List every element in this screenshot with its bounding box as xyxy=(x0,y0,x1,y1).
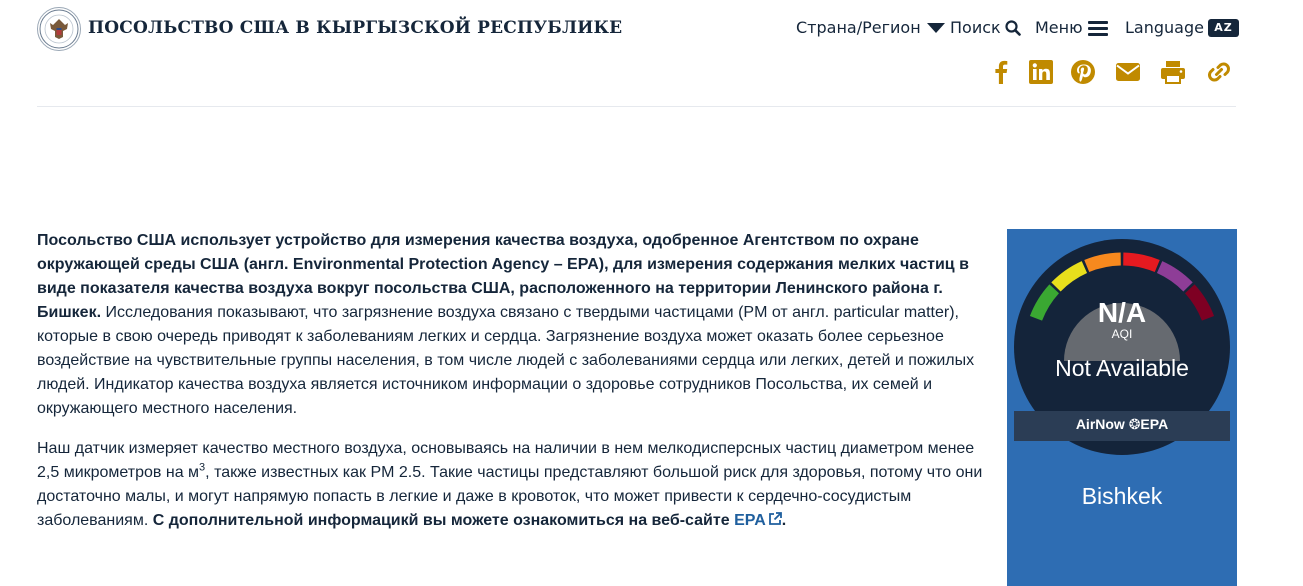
site-header xyxy=(0,0,1303,110)
pinterest-share-button[interactable] xyxy=(1069,58,1097,86)
nav-search[interactable] xyxy=(950,18,1021,37)
aqi-value: N/A xyxy=(1097,297,1147,328)
article-p2-bold: С дополнительной информацикй вы можете ознакомиться на веб-сайте xyxy=(152,512,730,529)
article-p2-text-b: , также известных как PM 2.5. Такие частицы представляют большой риск для здоровья, потому что они достаточно малы, и могут напрямую попасть в легкие и даже в кровоток, что может привести к сердечно-сосудистым заболеваниям. xyxy=(37,464,983,529)
air-quality-widget[interactable] xyxy=(1007,229,1237,586)
aqi-unit: AQI xyxy=(1111,327,1133,341)
nav-language[interactable] xyxy=(1125,18,1239,37)
header-divider xyxy=(37,106,1236,107)
pinterest-icon xyxy=(1069,58,1097,86)
nav-country-region-label: Страна/Регион xyxy=(796,18,921,37)
epa-link-label: EPA xyxy=(734,512,766,529)
linkedin-share-button[interactable] xyxy=(1027,58,1055,86)
nav-country-region[interactable] xyxy=(796,18,945,37)
article-paragraph-1 xyxy=(37,229,987,421)
aqi-gauge-segment xyxy=(1056,267,1084,287)
search-icon xyxy=(1005,20,1021,36)
facebook-icon xyxy=(987,58,1015,86)
print-icon xyxy=(1159,58,1187,86)
article-p2-end: . xyxy=(781,512,787,529)
linkedin-icon xyxy=(1027,58,1055,86)
article-paragraph-2 xyxy=(37,437,987,533)
nav-search-label: Поиск xyxy=(950,18,1001,37)
main-nav xyxy=(0,18,1303,44)
aqi-gauge-segment xyxy=(1160,267,1188,287)
email-share-button[interactable] xyxy=(1114,58,1142,86)
aqi-gauge xyxy=(1014,239,1230,455)
link-icon xyxy=(1205,58,1233,86)
epa-link[interactable] xyxy=(734,512,782,529)
email-icon xyxy=(1114,58,1142,86)
article-p2-sup: 3 xyxy=(199,461,206,474)
nav-menu-label: Меню xyxy=(1035,18,1083,37)
caret-down-icon xyxy=(927,23,945,33)
share-toolbar xyxy=(0,58,1303,88)
aqi-gauge-segment xyxy=(1123,259,1157,266)
article-body xyxy=(37,229,987,549)
article-p2-text-a: Наш датчик измеряет качество местного воздуха, основываясь на наличии в нем мелкодисперсных частиц диаметром менее 2,5 микрометров на м xyxy=(37,440,975,481)
aqi-gauge-segment xyxy=(1087,259,1121,266)
article-p1-bold: Посольство США использует устройство для измерения качества воздуха, одобренное Агентством по охране окружающей среды США (англ. Environmental Protection Agency – EPA), для измерения содержания мелких частиц в виде показателя качества воздуха вокруг посольства США, расположенного на территории Ленинского района г. Бишкек. xyxy=(37,232,969,321)
site-title[interactable]: ПОСОЛЬСТВО США В КЫРГЫЗСКОЙ РЕСПУБЛИКЕ xyxy=(88,18,623,38)
print-button[interactable] xyxy=(1159,58,1187,86)
nav-language-label: Language xyxy=(1125,18,1204,37)
copy-link-button[interactable] xyxy=(1205,58,1233,86)
hamburger-icon xyxy=(1087,19,1109,37)
language-icon: AZ xyxy=(1208,19,1239,37)
aqi-status: Not Available xyxy=(1055,355,1189,381)
airnow-epa-logo: AirNow ❂EPA xyxy=(1075,416,1169,432)
facebook-share-button[interactable] xyxy=(987,58,1015,86)
aqi-city: Bishkek xyxy=(1081,483,1163,509)
article-p1-text: Исследования показывают, что загрязнение воздуха связано с твердыми частицами (PM от англ. particular matter), которые в свою очередь приводят к заболеваниям легких и сердца. Загрязнение воздуха может оказать более серьезное воздействие на чувствительные группы населения, в том числе людей с заболеваниями сердца или легких, детей и пожилых людей. Индикатор качества воздуха является источником информации о здоровье сотрудников Посольства, их семей и окружающего местного населения. xyxy=(37,304,975,417)
external-link-icon xyxy=(768,512,782,526)
nav-menu[interactable] xyxy=(1035,18,1109,37)
